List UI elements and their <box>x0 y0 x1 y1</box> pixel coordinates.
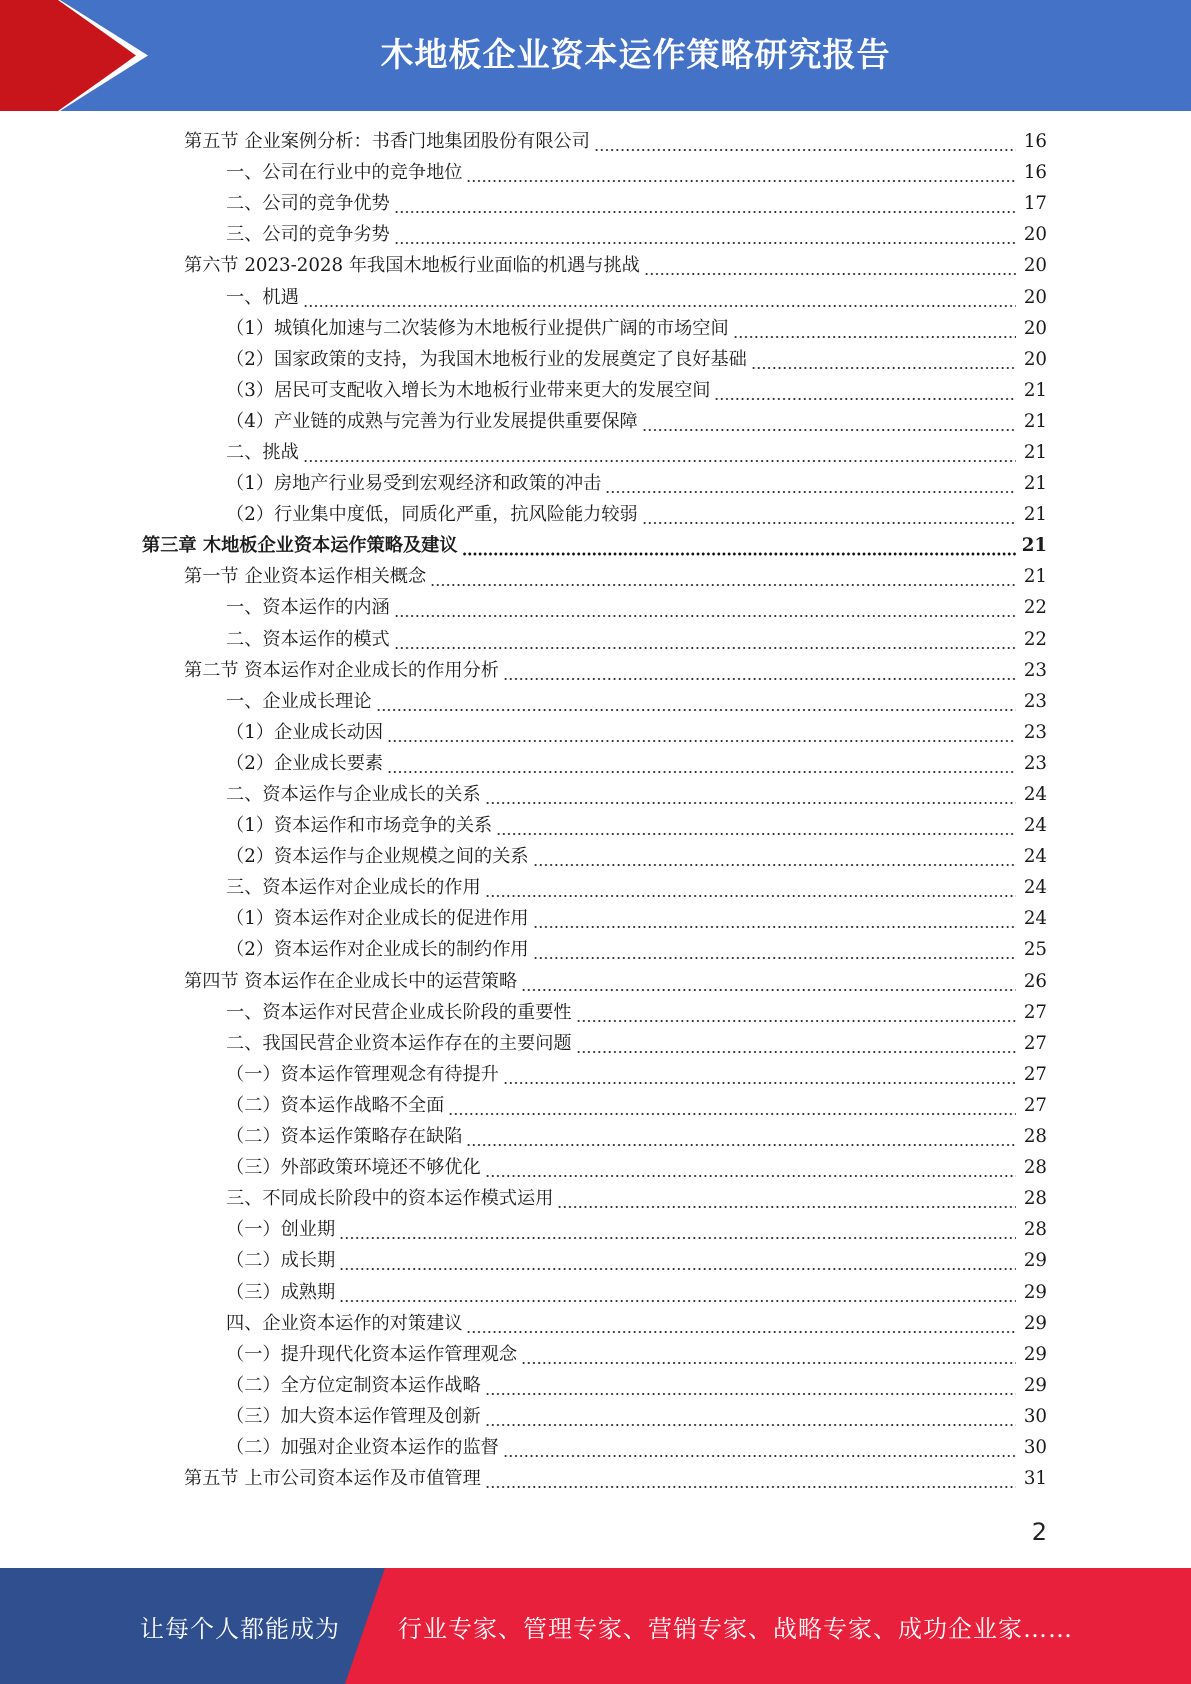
toc-dot-leader <box>644 250 1016 281</box>
toc-entry[interactable] <box>0 344 1191 375</box>
toc-dot-leader <box>462 530 1016 561</box>
toc-dot-leader <box>387 717 1016 748</box>
toc-entry-page: 24 <box>1023 784 1047 806</box>
toc-entry[interactable] <box>0 1214 1191 1245</box>
toc-entry-page: 20 <box>1023 348 1047 370</box>
toc-entry[interactable] <box>0 903 1191 934</box>
toc-entry-title: 三、资本运作对企业成长的作用 <box>226 877 481 899</box>
toc-entry-title: （1）资本运作对企业成长的促进作用 <box>226 908 529 930</box>
toc-entry[interactable] <box>0 655 1191 686</box>
toc-entry-title: （2）国家政策的支持，为我国木地板行业的发展奠定了良好基础 <box>226 348 747 370</box>
toc-entry-page: 27 <box>1023 1063 1047 1085</box>
toc-entry-page: 23 <box>1023 721 1047 743</box>
toc-entry-title: 第三章 木地板企业资本运作策略及建议 <box>142 535 458 557</box>
toc-entry-title: （2）行业集中度低，同质化严重，抗风险能力较弱 <box>226 504 638 526</box>
toc-entry-title: （一）创业期 <box>226 1219 336 1241</box>
toc-dot-leader <box>387 748 1016 779</box>
toc-entry-page: 31 <box>1023 1468 1047 1490</box>
toc-dot-leader <box>394 188 1016 219</box>
toc-entry-page: 22 <box>1023 597 1047 619</box>
toc-entry-title: 一、机遇 <box>226 286 299 308</box>
footer-slogan-right: 行业专家、管理专家、营销专家、战略专家、成功企业家…… <box>398 1614 1073 1643</box>
toc-dot-leader <box>485 1401 1016 1432</box>
toc-entry-page: 21 <box>1023 379 1047 401</box>
toc-entry[interactable] <box>0 1090 1191 1121</box>
toc-entry-page: 29 <box>1023 1343 1047 1365</box>
toc-entry[interactable] <box>0 468 1191 499</box>
toc-entry-title: 三、不同成长阶段中的资本运作模式运用 <box>226 1188 554 1210</box>
toc-dot-leader <box>466 1308 1016 1339</box>
toc-entry-title: （二）资本运作战略不全面 <box>226 1094 445 1116</box>
table-of-contents <box>0 126 1191 1494</box>
toc-entry[interactable] <box>0 406 1191 437</box>
toc-dot-leader <box>557 1183 1016 1214</box>
toc-entry-page: 20 <box>1023 224 1047 246</box>
toc-entry-title: （1）城镇化加速与二次装修为木地板行业提供广阔的市场空间 <box>226 317 729 339</box>
toc-entry-title: 二、资本运作与企业成长的关系 <box>226 784 481 806</box>
toc-dot-leader <box>485 779 1016 810</box>
toc-entry[interactable] <box>0 1121 1191 1152</box>
toc-dot-leader <box>576 997 1016 1028</box>
toc-entry[interactable] <box>0 592 1191 623</box>
toc-entry[interactable] <box>0 934 1191 965</box>
toc-entry[interactable] <box>0 841 1191 872</box>
toc-entry-title: （二）资本运作策略存在缺陷 <box>226 1126 463 1148</box>
toc-entry-page: 16 <box>1023 131 1047 153</box>
toc-dot-leader <box>394 219 1016 250</box>
toc-dot-leader <box>466 157 1016 188</box>
toc-entry[interactable] <box>0 1432 1191 1463</box>
toc-entry-page: 21 <box>1023 504 1047 526</box>
toc-entry-page: 29 <box>1023 1281 1047 1303</box>
toc-entry[interactable] <box>0 561 1191 592</box>
toc-entry[interactable] <box>0 437 1191 468</box>
toc-entry[interactable] <box>0 1183 1191 1214</box>
toc-entry-page: 24 <box>1023 877 1047 899</box>
toc-dot-leader <box>503 1059 1016 1090</box>
toc-entry-page: 29 <box>1023 1312 1047 1334</box>
toc-entry-page: 21 <box>1023 473 1047 495</box>
toc-entry-page: 30 <box>1023 1405 1047 1427</box>
toc-dot-leader <box>339 1245 1016 1276</box>
page-number: 2 <box>1031 1518 1047 1546</box>
toc-entry[interactable] <box>0 499 1191 530</box>
toc-entry-page: 17 <box>1023 193 1047 215</box>
toc-entry[interactable] <box>0 1245 1191 1276</box>
toc-entry-page: 20 <box>1023 255 1047 277</box>
toc-dot-leader <box>376 686 1016 717</box>
toc-entry-page: 28 <box>1023 1188 1047 1210</box>
toc-entry-title: 第四节 资本运作在企业成长中的运营策略 <box>184 970 518 992</box>
toc-dot-leader <box>751 344 1016 375</box>
toc-entry-page: 21 <box>1023 410 1047 432</box>
toc-entry[interactable] <box>0 686 1191 717</box>
toc-entry[interactable] <box>0 1401 1191 1432</box>
toc-entry-title: （二）成长期 <box>226 1250 336 1272</box>
toc-entry-page: 27 <box>1023 1094 1047 1116</box>
toc-entry-title: （1）企业成长动因 <box>226 721 384 743</box>
toc-dot-leader <box>642 406 1016 437</box>
toc-entry-page: 29 <box>1023 1374 1047 1396</box>
toc-dot-leader <box>339 1214 1016 1245</box>
toc-entry[interactable] <box>0 1059 1191 1090</box>
toc-entry-page: 28 <box>1023 1219 1047 1241</box>
toc-entry-title: 一、公司在行业中的竞争地位 <box>226 162 463 184</box>
toc-entry-title: （三）加大资本运作管理及创新 <box>226 1405 481 1427</box>
toc-entry-title: （1）资本运作和市场竞争的关系 <box>226 815 493 837</box>
toc-entry-title: （一）资本运作管理观念有待提升 <box>226 1063 499 1085</box>
toc-entry-title: 第一节 企业资本运作相关概念 <box>184 566 427 588</box>
toc-entry-page: 21 <box>1023 441 1047 463</box>
toc-entry[interactable] <box>0 1370 1191 1401</box>
toc-entry[interactable] <box>0 1028 1191 1059</box>
toc-entry-title: （4）产业链的成熟与完善为行业发展提供重要保障 <box>226 410 638 432</box>
toc-dot-leader <box>303 282 1016 313</box>
toc-entry-title: 二、公司的竞争优势 <box>226 193 390 215</box>
toc-entry-page: 30 <box>1023 1436 1047 1458</box>
toc-entry[interactable] <box>0 188 1191 219</box>
toc-dot-leader <box>485 872 1016 903</box>
toc-entry[interactable] <box>0 530 1191 561</box>
toc-dot-leader <box>339 1277 1016 1308</box>
toc-dot-leader <box>448 1090 1016 1121</box>
toc-dot-leader <box>303 437 1016 468</box>
toc-dot-leader <box>714 375 1016 406</box>
toc-entry[interactable] <box>0 997 1191 1028</box>
toc-dot-leader <box>503 1432 1016 1463</box>
toc-dot-leader <box>521 966 1016 997</box>
toc-dot-leader <box>485 1370 1016 1401</box>
toc-entry-title: 第二节 资本运作对企业成长的作用分析 <box>184 659 499 681</box>
toc-entry-title: 四、企业资本运作的对策建议 <box>226 1312 463 1334</box>
chevron-arrow-icon <box>0 0 160 111</box>
toc-entry-title: （二）加强对企业资本运作的监督 <box>226 1436 499 1458</box>
toc-entry-title: （一）提升现代化资本运作管理观念 <box>226 1343 518 1365</box>
toc-entry-page: 29 <box>1023 1250 1047 1272</box>
toc-dot-leader <box>466 1121 1016 1152</box>
toc-dot-leader <box>394 624 1016 655</box>
toc-entry[interactable] <box>0 1152 1191 1183</box>
toc-entry-title: （2）资本运作与企业规模之间的关系 <box>226 846 529 868</box>
toc-entry[interactable] <box>0 966 1191 997</box>
toc-dot-leader <box>533 903 1016 934</box>
toc-entry-title: 一、资本运作对民营企业成长阶段的重要性 <box>226 1001 572 1023</box>
toc-entry[interactable] <box>0 157 1191 188</box>
toc-entry-title: （三）外部政策环境还不够优化 <box>226 1157 481 1179</box>
toc-entry-title: 一、资本运作的内涵 <box>226 597 390 619</box>
toc-entry-page: 26 <box>1023 970 1047 992</box>
toc-entry[interactable] <box>0 126 1191 157</box>
toc-entry-page: 24 <box>1023 815 1047 837</box>
toc-entry-title: 二、资本运作的模式 <box>226 628 390 650</box>
toc-entry[interactable] <box>0 779 1191 810</box>
toc-dot-leader <box>521 1339 1016 1370</box>
toc-entry[interactable] <box>0 313 1191 344</box>
toc-entry-page: 27 <box>1023 1032 1047 1054</box>
toc-entry-title: 第五节 企业案例分析：书香门地集团股份有限公司 <box>184 131 590 153</box>
toc-dot-leader <box>394 592 1016 623</box>
footer-slogan-left: 让每个人都能成为 <box>140 1614 340 1643</box>
toc-entry-page: 24 <box>1023 846 1047 868</box>
toc-dot-leader <box>642 499 1016 530</box>
toc-entry-page: 20 <box>1023 286 1047 308</box>
page-header <box>0 0 1191 111</box>
toc-entry-page: 27 <box>1023 1001 1047 1023</box>
toc-entry-page: 22 <box>1023 628 1047 650</box>
toc-entry-title: 二、挑战 <box>226 441 299 463</box>
toc-dot-leader <box>485 1463 1016 1494</box>
toc-entry[interactable] <box>0 624 1191 655</box>
toc-entry-page: 21 <box>1021 535 1047 557</box>
toc-dot-leader <box>605 468 1016 499</box>
toc-entry-title: （2）企业成长要素 <box>226 752 384 774</box>
toc-entry-title: （3）居民可支配收入增长为木地板行业带来更大的发展空间 <box>226 379 711 401</box>
toc-dot-leader <box>503 655 1016 686</box>
toc-entry-title: （2）资本运作对企业成长的制约作用 <box>226 939 529 961</box>
toc-entry-title: （1）房地产行业易受到宏观经济和政策的冲击 <box>226 473 602 495</box>
page-footer <box>0 1568 1191 1684</box>
toc-entry-title: 三、公司的竞争劣势 <box>226 224 390 246</box>
toc-entry[interactable] <box>0 1276 1191 1307</box>
report-title: 木地板企业资本运作策略研究报告 <box>380 34 891 74</box>
toc-dot-leader <box>594 126 1016 157</box>
toc-dot-leader <box>576 1028 1016 1059</box>
toc-entry-title: 第六节 2023-2028 年我国木地板行业面临的机遇与挑战 <box>184 255 640 277</box>
toc-entry-title: 第五节 上市公司资本运作及市值管理 <box>184 1468 481 1490</box>
toc-entry[interactable] <box>0 717 1191 748</box>
toc-entry[interactable] <box>0 748 1191 779</box>
toc-dot-leader <box>485 1152 1016 1183</box>
toc-entry[interactable] <box>0 219 1191 250</box>
toc-entry-page: 25 <box>1023 939 1047 961</box>
toc-entry[interactable] <box>0 281 1191 312</box>
toc-entry-page: 24 <box>1023 908 1047 930</box>
toc-dot-leader <box>496 810 1016 841</box>
toc-entry-page: 23 <box>1023 690 1047 712</box>
toc-entry[interactable] <box>0 250 1191 281</box>
toc-dot-leader <box>533 934 1016 965</box>
toc-entry-page: 28 <box>1023 1157 1047 1179</box>
toc-entry[interactable] <box>0 1463 1191 1494</box>
toc-entry-title: 一、企业成长理论 <box>226 690 372 712</box>
toc-entry-page: 23 <box>1023 659 1047 681</box>
toc-dot-leader <box>430 561 1016 592</box>
toc-entry-page: 16 <box>1023 162 1047 184</box>
toc-dot-leader <box>533 841 1016 872</box>
toc-entry-page: 20 <box>1023 317 1047 339</box>
toc-entry-page: 28 <box>1023 1126 1047 1148</box>
toc-entry[interactable] <box>0 375 1191 406</box>
toc-entry[interactable] <box>0 1339 1191 1370</box>
toc-entry-title: 二、我国民营企业资本运作存在的主要问题 <box>226 1032 572 1054</box>
toc-entry-page: 21 <box>1023 566 1047 588</box>
toc-entry[interactable] <box>0 872 1191 903</box>
toc-entry[interactable] <box>0 1308 1191 1339</box>
toc-entry-title: （三）成熟期 <box>226 1281 336 1303</box>
toc-dot-leader <box>733 313 1016 344</box>
toc-entry-title: （二）全方位定制资本运作战略 <box>226 1374 481 1396</box>
toc-entry[interactable] <box>0 810 1191 841</box>
toc-entry-page: 23 <box>1023 752 1047 774</box>
